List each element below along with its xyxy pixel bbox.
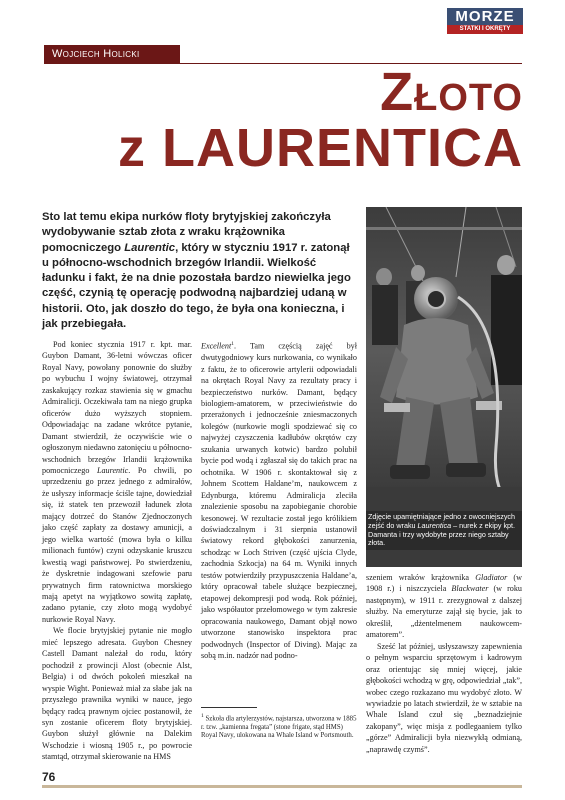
body-column-1 [42, 339, 192, 763]
body-text: Pod koniec stycznia 1917 r. kpt. mar. Guybon Damant, 36-letni wówczas oficer Royal Navy, powołany ponownie do służby po wybuchu I wojny światowej, otrzymał zaskakujący rozkaz stawienia się w gmachu Admiralicji. Oczekiwała tam na niego grupka oficerów dużo wyższych stopniem. Odpowiadając na zadane wkrótce pytanie, Damant stwierdził, że oczywiście wie o ogłoszonym niedawno zatonięciu u północno-wschodnich brzegów Irlandii krążownika pomocniczego [42, 340, 192, 475]
body-column-3 [366, 572, 522, 755]
body-text: (w 1908 r.) i niszczyciela [366, 573, 522, 594]
body-paragraph [366, 572, 522, 641]
body-text: . Po chwili, po uprzedzeniu go przez jednego z admirałów, że usłyszy informacje ściśle tajne, dowiedział się, iż statek ten przewoził ładunek złota mający dotrzeć do Stanów Zjednoczonych jako część zapłaty za dostawy amunicji, a jego wielka wartość (mowa była o kilku milionach funtów) czyni odzyskanie kruszcu kwestią wagi państwowej. Po stwierdzeniu, że dyskretnie indagowani szefowie paru prywatnych firm ratownictwa morskiego mają apetyt na wyjątkowo sowitą zapłatę, zadano pytanie, czy złoto mogą wydobyć nurkowie Royal Navy. [42, 465, 192, 624]
logo-main: MORZE [447, 8, 523, 25]
body-column-2 [201, 339, 357, 661]
body-text: Sześć lat później, usłyszawszy zapewnienia o pełnym wsparciu sprzętowym i kadrowym oraz orientując się mniej więcej, jakie głębokości wchodzą w grę, odpowiedział „tak”, wobec czego rozkazano mu wydobyć złoto. W wywiadzie po latach stwierdził, że w sztabie na Whale Island czuł się „beznadziejnie zakopany”, więc misja z podlegaaniem tylko „górze” Admiralicji była niezwykłą odmianą, „naprawdę czymś”. [366, 641, 522, 754]
body-text: (w roku następnym), w 1911 r. zrezygnował z dalszej służby. Na emeryturze zajął się bycie, jak to określił, „dżentelmenem naukowcem-amatorem”. [366, 584, 522, 640]
body-text: . Tam częścią zajęć był dwutygodniowy kurs nurkowania, co wynikało z faktu, że to oficerowie artylerii odpowiadali na okrętach Royal Navy za rezultaty pracy i bezpieczeństwo nurków. Damant, będący biologiem-amatorem, w przeciwieństwie do przerażonych i jednocześnie zniesmaczonych kolegów (nurkowie mogli spodziewać się co najwyżej czyszczenia kadłubów okrętów czy szukania urwanych kotwic) bardzo polubił bycie pod wodą i zgłaszał się do takich prac na ochotnika. W 1906 r. skontaktował się z Johnem Scottem Haldane’m, naukowcem z Edynburga, któremu Admiralicja zleciła znalezienie sposobu na zapobieganie chorobie kesonowej. W rezultacie został jego królikiem doświadczalnym i 31 sierpnia ustanowił światowy rekord głębokości zanurzenia, schodząc w Loch Striven (część ujścia Clyde, zachodnia Szkocja) na 64 m. Wyniki innych testów potwierdziły przypuszczenia Haldane’a, który opracował tabele służące bezpiecznej, etapowej dekompresji pod wodą. Rok później, jako współautor przełomowego w tym zakresie opracowania naukowego, Damant objął nowo utworzone stanowisko inspektora prac podwodnych (Inspector of Diving). Mając za sobą m.in. nadzór nad podno- [201, 341, 357, 660]
body-text: szeniem wraków krążownika [366, 573, 476, 582]
bottom-rule [42, 785, 522, 788]
footnote-number: 1 [201, 713, 204, 719]
lead-paragraph [42, 210, 357, 332]
author-name: Wojciech Holicki [44, 45, 180, 63]
footnote-rule [201, 707, 257, 708]
magazine-logo [447, 8, 523, 34]
caption-text-2: – nurek z ekipy kpt. Damanta i trzy wydobyte przez niego sztaby złota. [368, 520, 516, 548]
caption-text-1: Zdjęcie upamiętniające jedno z owocniejszych zejść do wraku [368, 512, 516, 530]
ship-name: Laurentic [96, 465, 129, 475]
lead-text-2: , który w styczniu 1917 r. zatonął u północno-wschodnich brzegów Irlandii. Wielkość ładunku i fakt, że na dnie pozostała bardzo niewielka jego część, czynią tę operację podwodną najbardziej udaną w historii. Oto, jak doszło do tego, że była ona konieczna, i jak przebiegała. [42, 241, 351, 331]
footnote-ref: 1 [231, 341, 234, 347]
lead-ship-name: Laurentic [124, 241, 176, 254]
body-paragraph [201, 339, 357, 661]
body-paragraph [42, 625, 192, 762]
title-line-1: Złoto [380, 62, 523, 122]
logo-sub: STATKI I OKRĘTY [447, 25, 523, 34]
ship-name: Excellent [201, 341, 232, 351]
ship-name: Gladiator [475, 573, 508, 582]
body-text: We flocie brytyjskiej pytanie nie mogło mieć lepszego adresata. Guybon Chesney Castell Damant należał do rodu, który pochodził z prowincji Alost (obecnie Alst, Belgia) i od dwóch pokoleń mieszkał na wyspie Wight. Ponieważ miał za słabe jak na przyszłego prawnika wyniki w nauce, jego będący radcą prawnym ojciec postanowił, że syn zostanie oficerem floty brytyjskiej. Guybon służył głównie na Dalekim Wschodzie i wiosną 1905 r., po powrocie stamtąd, otrzymał skierowanie na HMS [42, 626, 192, 762]
footnote-text: tzw. „kamienna fregata” (stone frigate, stąd HMS) Royal Navy, ulokowana na Whale Island w Portsmouth. [201, 723, 354, 740]
body-paragraph [42, 339, 192, 625]
page-number: 76 [42, 770, 56, 784]
photo-caption [366, 511, 522, 550]
title-line-2: z LAURENTICA [118, 118, 523, 178]
body-paragraph [366, 641, 522, 756]
lead-text-1: Sto lat temu ekipa nurków floty brytyjskiej zakończyła wydobywanie sztab złota z wraku krążownika pomocniczego [42, 211, 331, 254]
ship-name: Blackwater [451, 584, 489, 594]
footnote-text: Szkoła dla artylerzystów, najstarsza, utworzona w 1885 r. [201, 715, 357, 731]
caption-ship-name: Laurentica [417, 520, 452, 530]
footnote [201, 712, 357, 741]
